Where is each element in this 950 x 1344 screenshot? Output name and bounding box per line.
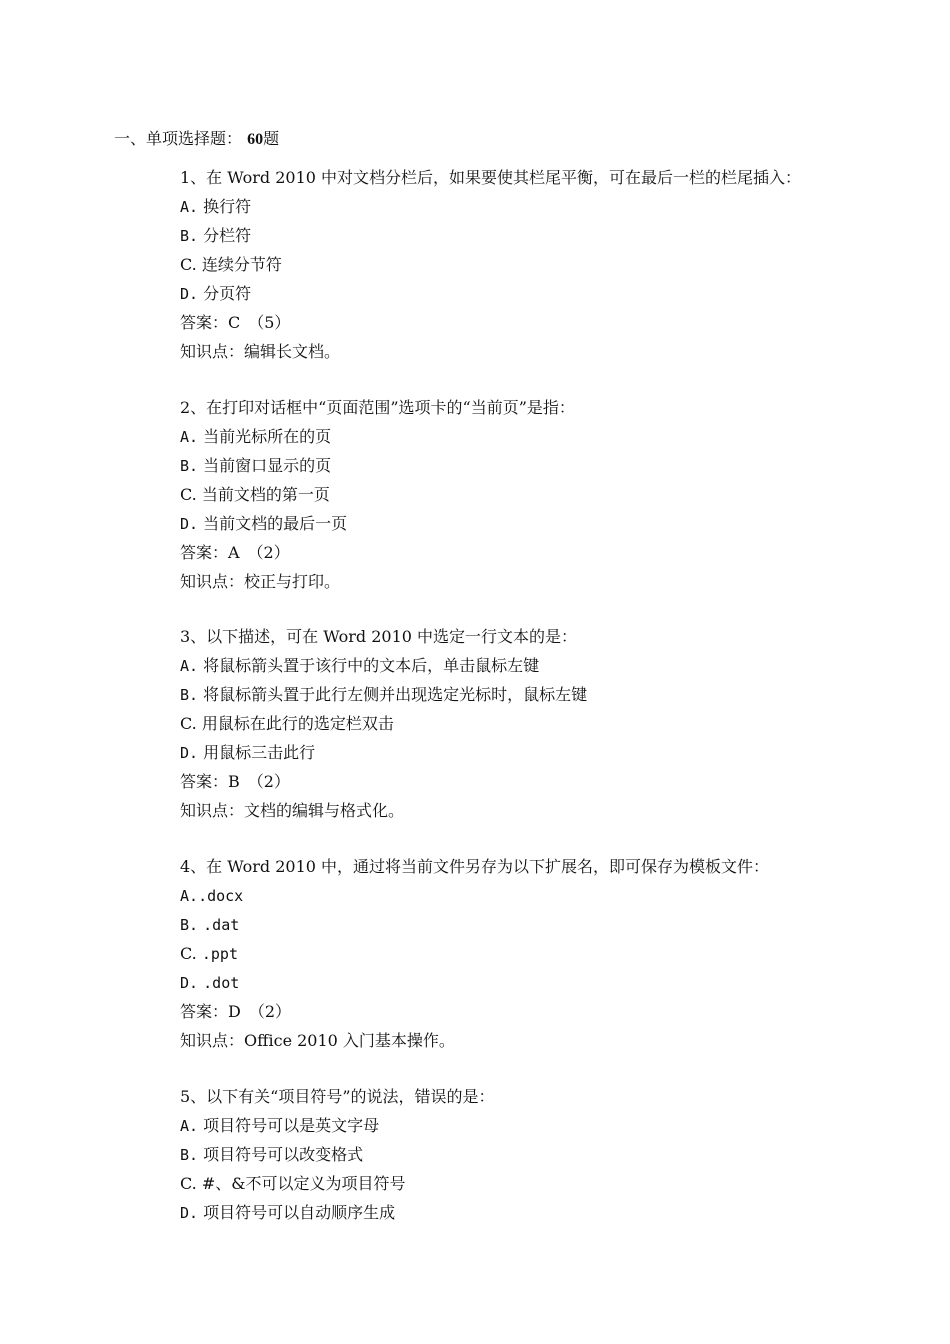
knowledge-point: 知识点：Office 2010 入门基本操作。 bbox=[180, 1031, 455, 1050]
answer: 答案：D （2） bbox=[180, 1002, 292, 1021]
option-a: A. 项目符号可以是英文字母 bbox=[180, 1116, 380, 1135]
option-c: C. 连续分节符 bbox=[180, 255, 282, 274]
knowledge-point: 知识点：文档的编辑与格式化。 bbox=[180, 801, 405, 820]
option-d: D. 分页符 bbox=[180, 284, 252, 303]
option-c: C. 当前文档的第一页 bbox=[180, 485, 330, 504]
option-b: B. .dat bbox=[180, 916, 240, 934]
option-b: B. 项目符号可以改变格式 bbox=[180, 1145, 364, 1164]
option-d: D. 项目符号可以自动顺序生成 bbox=[180, 1203, 396, 1222]
option-d: D. 用鼠标三击此行 bbox=[180, 743, 316, 762]
question-stem: 1、在 Word 2010 中对文档分栏后，如果要使其栏尾平衡，可在最后一栏的栏尾插入： bbox=[180, 168, 802, 187]
answer: 答案：B （2） bbox=[180, 772, 290, 791]
question-4 bbox=[180, 852, 860, 1055]
question-stem: 2、在打印对话框中“页面范围”选项卡的“当前页”是指： bbox=[180, 398, 575, 417]
option-d: D. .dot bbox=[180, 974, 240, 992]
option-b: B. 分栏符 bbox=[180, 226, 252, 245]
question-stem: 3、以下描述，可在 Word 2010 中选定一行文本的是： bbox=[180, 627, 578, 646]
question-count: 60 bbox=[247, 131, 264, 148]
option-c: C. 用鼠标在此行的选定栏双击 bbox=[180, 714, 394, 733]
option-b: B. 将鼠标箭头置于此行左侧并出现选定光标时，鼠标左键 bbox=[180, 685, 588, 704]
answer: 答案：A （2） bbox=[180, 543, 290, 562]
option-c: C. .ppt bbox=[180, 944, 238, 963]
question-5 bbox=[180, 1082, 860, 1227]
answer: 答案：C （5） bbox=[180, 313, 291, 332]
option-d: D. 当前文档的最后一页 bbox=[180, 514, 348, 533]
option-a: A. 换行符 bbox=[180, 197, 252, 216]
knowledge-point: 知识点：编辑长文档。 bbox=[180, 342, 341, 361]
section-suffix: 题 bbox=[263, 129, 280, 148]
section-prefix: 一、单项选择题： bbox=[114, 129, 243, 148]
option-b: B. 当前窗口显示的页 bbox=[180, 456, 332, 475]
question-1 bbox=[180, 163, 860, 366]
section-title bbox=[114, 128, 279, 151]
option-a: A..docx bbox=[180, 887, 244, 905]
question-3 bbox=[180, 622, 860, 825]
option-c: C. #、&不可以定义为项目符号 bbox=[180, 1174, 406, 1193]
option-a: A. 将鼠标箭头置于该行中的文本后，单击鼠标左键 bbox=[180, 656, 540, 675]
question-stem: 4、在 Word 2010 中，通过将当前文件另存为以下扩展名，即可保存为模板文件： bbox=[180, 857, 770, 876]
option-a: A. 当前光标所在的页 bbox=[180, 427, 332, 446]
knowledge-point: 知识点：校正与打印。 bbox=[180, 572, 341, 591]
question-2 bbox=[180, 393, 860, 596]
question-stem: 5、以下有关“项目符号”的说法，错误的是： bbox=[180, 1087, 495, 1106]
